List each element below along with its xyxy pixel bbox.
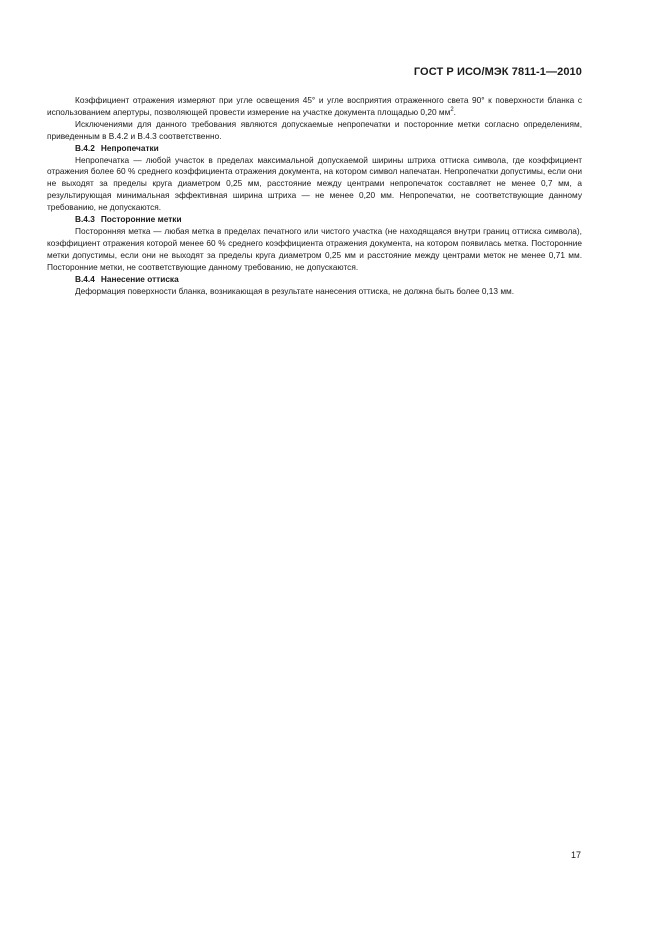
section-heading-embossing bbox=[47, 274, 582, 286]
document-header: ГОСТ Р ИСО/МЭК 7811-1—2010 bbox=[413, 66, 582, 78]
section-number: В.4.3 bbox=[75, 214, 95, 225]
section-number: В.4.4 bbox=[75, 273, 95, 284]
paragraph-reflectance bbox=[47, 95, 582, 119]
section-heading-voids bbox=[47, 143, 582, 155]
document-body bbox=[47, 95, 582, 297]
paragraph-reflectance-text: Коэффициент отражения измеряют при угле освещения 45° и угле восприятия отраженного света 90° к поверхности бланка с использованием апертуры, позволяющей провести измерение на участке документа площадью 0,20 мм bbox=[47, 95, 582, 117]
section-title: Посторонние метки bbox=[100, 214, 182, 225]
paragraph-exceptions: Исключениями для данного требования являются допускаемые непропечатки и посторонние метки согласно определениям, приведенным в В.4.2 и В.4.3 соответственно. bbox=[47, 118, 582, 141]
paragraph-reflectance-end: . bbox=[453, 106, 456, 117]
page-number: 17 bbox=[570, 850, 581, 860]
section-title: Непропечатки bbox=[100, 142, 159, 153]
superscript-squared: 2 bbox=[450, 107, 454, 114]
section-number: В.4.2 bbox=[75, 142, 95, 153]
section-text-voids: Непропечатка — любой участок в пределах максимальной допускаемой ширины штриха оттиска символа, где коэффициент отражения более 60 % среднего коэффициента отражения документа, на котором символ напечатан. Непропечатки допустимы, если они не выходят за пределы круга диаметром 0,25 мм, расстояние между центрами непропечаток составляет не менее 0,7 мм, а результирующая минимальная эффективная ширина штриха — не менее 0,20 мм. Непропечатки, не соответствующие данному требованию, не допускаются. bbox=[47, 154, 582, 213]
section-heading-extraneous-marks bbox=[47, 214, 582, 226]
section-text-embossing: Деформация поверхности бланка, возникающая в результате нанесения оттиска, не должна быть более 0,13 мм. bbox=[75, 285, 515, 296]
section-title: Нанесение оттиска bbox=[100, 273, 179, 284]
section-text-extraneous-marks: Посторонняя метка — любая метка в пределах печатного или чистого участка (не находящаяся внутри границ оттиска символа), коэффициент отражения которой менее 60 % среднего коэффициента отражения документа, на котором появилась метка. Посторонние метки допустимы, если они не выходят за пределы круга диаметром 0,25 мм и расстояние между центрами меток не менее 0,71 мм. Посторонние метки, не соответствующие данному требованию, не допускаются. bbox=[47, 225, 582, 272]
